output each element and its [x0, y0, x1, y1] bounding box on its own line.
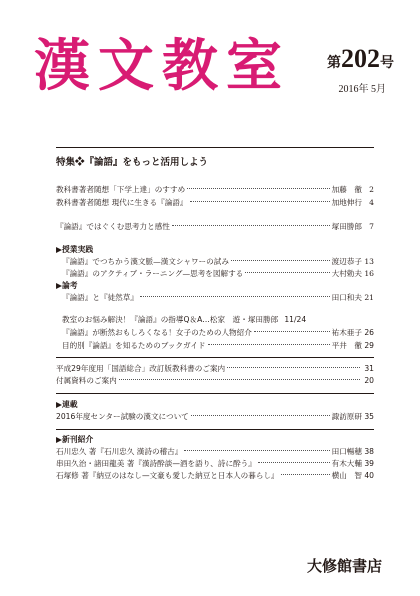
new-books-heading: ▶新刊紹介: [56, 435, 94, 444]
issue-prefix: 第: [327, 56, 341, 71]
leader-dots: [258, 462, 330, 463]
entry-title: 教室のお悩み解決！『論語』の指導Q＆A…松家 遊・塚田勝郎: [62, 315, 279, 324]
leader-dots: [191, 415, 330, 416]
serial-heading: ▶連載: [56, 400, 78, 409]
leader-dots: [184, 450, 329, 451]
toc-entry[interactable]: [56, 411, 374, 422]
entry-page: 29: [364, 341, 374, 350]
leader-dots: [208, 344, 330, 345]
entry-title: 『論語』でつちかう漢文脈—漢文シャワーの試み: [62, 257, 229, 266]
entry-page: 35: [364, 412, 374, 421]
leader-dots: [187, 188, 329, 189]
entry-title: 石塚修 著『納豆のはなし—文豪も愛した納豆と日本人の暮らし』: [56, 471, 279, 480]
toc-entry[interactable]: [62, 327, 374, 338]
entry-author: 平井 徹: [331, 341, 362, 350]
leader-dots: [245, 272, 329, 273]
entry-author: 横山 智: [331, 471, 362, 480]
issue-suffix: 号: [380, 56, 394, 71]
entry-title: 『論語』ではぐくむ思考力と感性: [56, 222, 170, 231]
entry-author: 塚田勝郎: [331, 222, 362, 231]
toc-entry[interactable]: [62, 340, 374, 351]
entry-page: 16: [364, 269, 374, 278]
entry-title: 平成29年度用「国語総合」改訂版教科書のご案内: [56, 364, 226, 373]
issue-number: [327, 44, 394, 74]
entry-page: 40: [364, 471, 374, 480]
leader-dots: [281, 474, 330, 475]
toc-entry[interactable]: [56, 458, 374, 469]
entry-title: 目的別『論語』を知るためのブックガイド: [62, 341, 206, 350]
toc-entry[interactable]: [62, 268, 374, 279]
entry-page: 13: [364, 257, 374, 266]
entry-author: 田口和夫: [331, 293, 362, 302]
entry-page: 38: [364, 447, 374, 456]
divider: [56, 429, 374, 430]
issue-date: 2016年 5月: [338, 84, 386, 95]
entry-title: 『論語』と『徒然草』: [62, 293, 138, 302]
leader-dots: [190, 201, 330, 202]
entry-author: 有木大輔: [331, 459, 362, 468]
magazine-title: 漢文教室: [34, 33, 290, 99]
entry-page: 31: [364, 364, 374, 373]
divider: [56, 393, 374, 394]
entry-page: 26: [364, 328, 374, 337]
entry-author: 渡辺恭子: [331, 257, 362, 266]
entry-page: 7: [369, 222, 374, 231]
entry-title: 石川忠久 著『石川忠久 漢詩の稽古』: [56, 447, 183, 456]
leader-dots: [172, 225, 330, 226]
entry-page: 21: [364, 293, 374, 302]
leader-dots: [119, 379, 360, 380]
entry-title: 串田久治・諸田龍美 著『漢詩酔談—酒を語り、詩に酔う』: [56, 459, 256, 468]
toc-entry[interactable]: [56, 197, 374, 208]
leader-dots: [140, 296, 330, 297]
entry-author: 加地伸行: [331, 198, 362, 207]
issue-value: 202: [341, 44, 380, 73]
toc-entry[interactable]: [62, 314, 374, 325]
publisher-name: 大修館書店: [306, 557, 382, 575]
toc-entry[interactable]: [62, 292, 374, 303]
entry-title: 教科書著者随想「下学上達」のすすめ: [56, 185, 186, 194]
entry-author: 加藤 徹: [331, 185, 362, 194]
toc-entry[interactable]: [56, 221, 374, 232]
entry-page: 11/24: [284, 315, 307, 324]
practice-heading: ▶授業実践: [56, 245, 94, 254]
entry-title: 『論語』が断然おもしろくなる！女子のための人物紹介: [62, 328, 252, 337]
entry-page: 20: [364, 376, 374, 385]
toc-entry[interactable]: [56, 363, 374, 374]
essay-heading: ▶論考: [56, 281, 78, 290]
table-of-contents: [56, 147, 374, 596]
feature-heading: 特集❖『論語』をもっと活用しよう: [56, 157, 209, 168]
divider: [56, 147, 374, 148]
divider: [56, 357, 374, 358]
entry-page: 2: [369, 185, 374, 194]
leader-dots: [254, 331, 330, 332]
entry-author: 田口暢穂: [331, 447, 362, 456]
toc-entry[interactable]: [56, 446, 374, 457]
toc-entry[interactable]: [56, 375, 374, 386]
masthead: [34, 30, 394, 102]
entry-title: 付属資料のご案内: [56, 376, 117, 385]
toc-entry[interactable]: [62, 256, 374, 267]
entry-title: 教科書著者随想 現代に生きる『論語』: [56, 198, 188, 207]
entry-page: 39: [364, 459, 374, 468]
entry-author: 諏訪原研: [331, 412, 362, 421]
entry-page: 4: [369, 198, 374, 207]
toc-entry[interactable]: [56, 470, 374, 481]
toc-entry[interactable]: [56, 184, 374, 195]
leader-dots: [231, 260, 330, 261]
entry-author: 祐木亜子: [331, 328, 362, 337]
entry-title: 2016年度センター試験の漢文について: [56, 412, 189, 421]
entry-title: 『論語』のアクティブ・ラーニング—思考を図解する: [62, 269, 244, 278]
entry-author: 大村勅夫: [331, 269, 362, 278]
leader-dots: [227, 367, 360, 368]
